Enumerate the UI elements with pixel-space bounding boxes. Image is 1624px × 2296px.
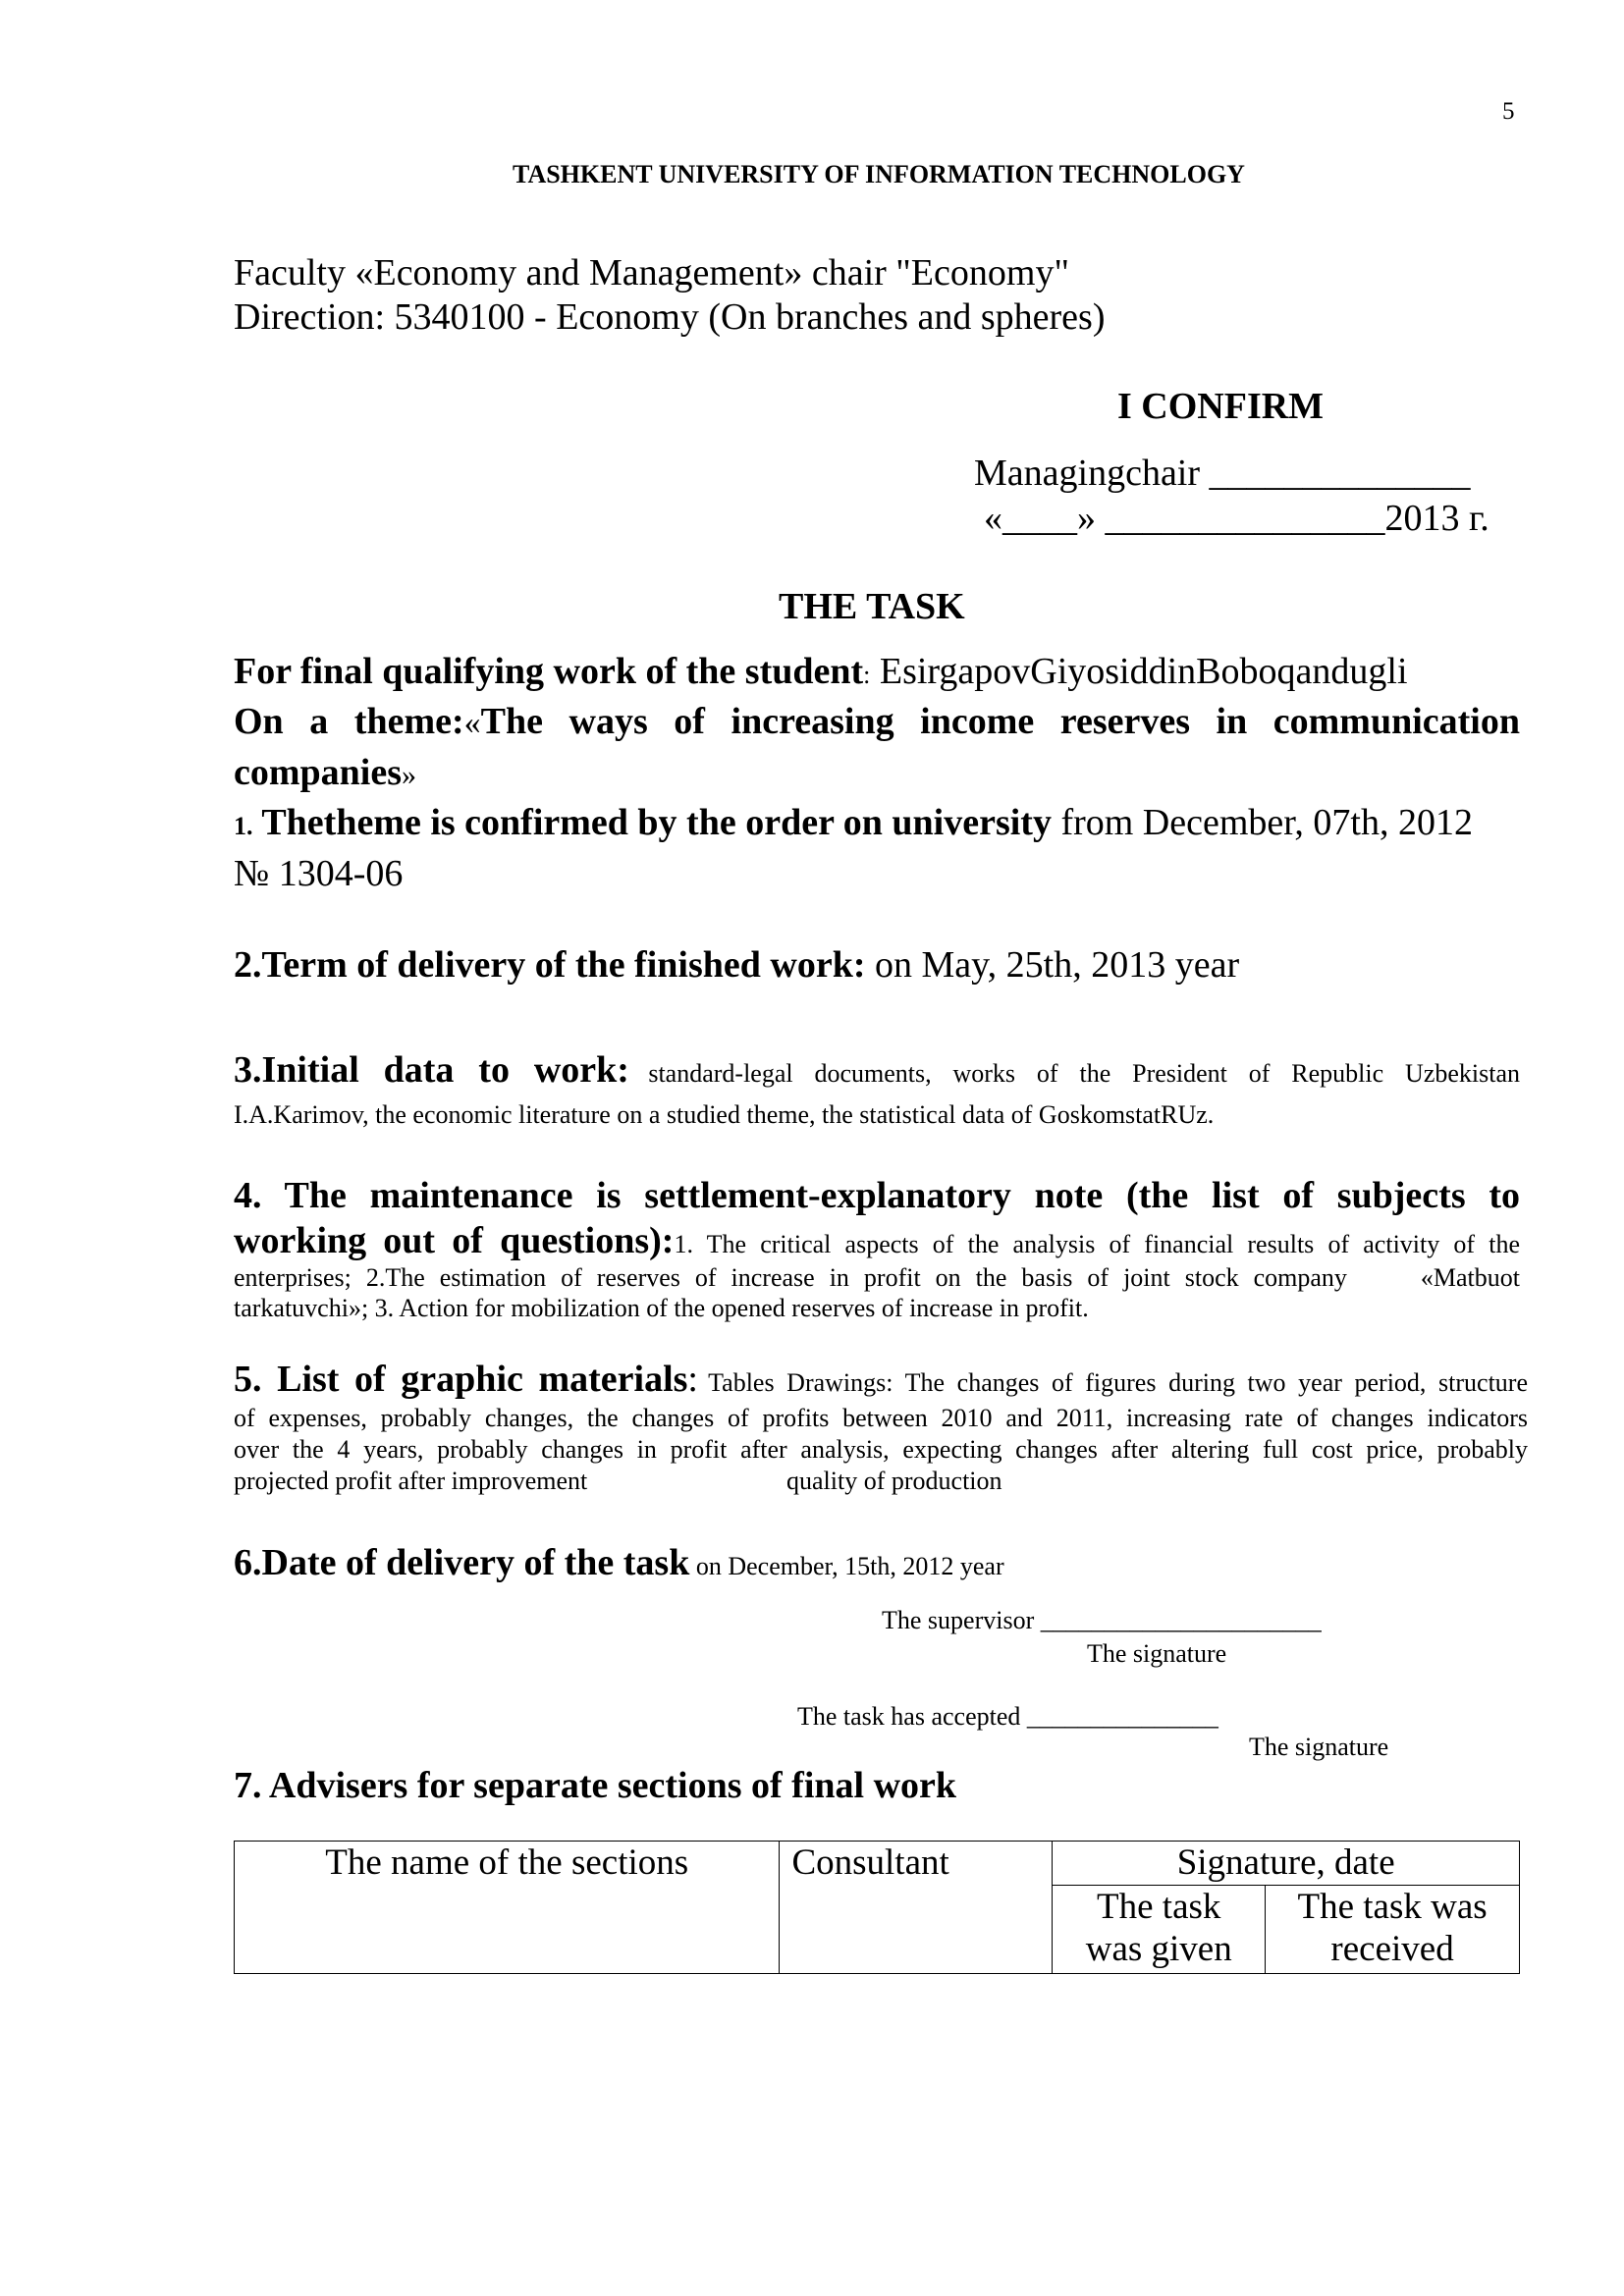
item4-text-1: 1. The critical aspects of the analysis of financial results of activity of the [674, 1230, 1520, 1258]
student-label: For final qualifying work of the student [234, 651, 864, 692]
item5-line-2: of expenses, probably changes, the changes of profits between 2010 and 2011, increasing rate of changes indicators [234, 1404, 1528, 1432]
item4-line-4: tarkatuvchi»; 3. Action for mobilization of the opened reserves of increase in profit. [234, 1294, 1089, 1322]
item3-line-1 [234, 1048, 1520, 1099]
item6-label: 6.Date of delivery of the task [234, 1542, 690, 1583]
theme-line-1 [234, 700, 1520, 743]
item2-line [234, 943, 1239, 987]
university-title: TASHKENT UNIVERSITY OF INFORMATION TECHNOLOGY [513, 160, 1245, 188]
theme-text-1: The ways of increasing income reserves in communication [480, 701, 1520, 742]
theme-line-2 [234, 751, 416, 794]
item7-heading: 7. Advisers for separate sections of final work [234, 1765, 957, 1806]
task-title: THE TASK [779, 586, 965, 627]
theme-label: On a theme: [234, 701, 464, 742]
table-header-row [235, 1842, 1520, 1886]
header-task-received-1: The task was [1297, 1887, 1488, 1927]
header-consultant [780, 1842, 1053, 1974]
header-signature-date [1053, 1842, 1520, 1886]
item5-text-1: Tables Drawings: The changes of figures during two year period, structure [708, 1368, 1528, 1397]
item4-line-3: enterprises; 2.The estimation of reserves of increase in profit on the basis of joint stock company «Matbuot [234, 1263, 1520, 1292]
confirm-date-line: «____» _______________2013 г. [984, 498, 1489, 539]
managing-chair-line: Managingchair ______________ [974, 453, 1471, 494]
theme-close-quote: » [402, 759, 416, 791]
student-name: EsirgapovGiyosiddinBoboqandugli [870, 651, 1408, 692]
accepted-signature-caption: The signature [1249, 1733, 1389, 1761]
header-task-given [1053, 1886, 1266, 1974]
item5-line-4a: projected profit after improvement [234, 1467, 588, 1495]
supervisor-line: The supervisor ______________________ [882, 1606, 1322, 1634]
item1-order-number: № 1304-06 [234, 853, 404, 894]
item5-line-1 [234, 1358, 1528, 1409]
header-sections [235, 1842, 780, 1974]
direction-line: Direction: 5340100 - Economy (On branches and spheres) [234, 296, 1106, 338]
item4-label-line-1: 4. The maintenance is settlement-explanatory note (the list of subjects to [234, 1175, 1520, 1216]
item5-line-3: over the 4 years, probably changes in profit after analysis, expecting changes after altering full cost price, probably [234, 1435, 1528, 1464]
item1-text: from December, 07th, 2012 [1051, 802, 1473, 843]
item1-line [234, 801, 1473, 844]
student-line [234, 650, 1408, 693]
item5-colon: : [687, 1359, 698, 1400]
header-task-received-2: received [1330, 1929, 1454, 1969]
item5-line-4b: quality of production [786, 1467, 1002, 1495]
theme-open-quote: « [463, 705, 481, 741]
page-number: 5 [1502, 98, 1515, 125]
item2-label: 2.Term of delivery of the finished work: [234, 944, 866, 986]
header-task-given-1: The task [1097, 1887, 1221, 1927]
item3-label: 3.Initial data to work: [234, 1049, 629, 1091]
faculty-line: Faculty «Economy and Management» chair "Economy" [234, 252, 1069, 294]
theme-text-2: companies [234, 752, 402, 793]
student-colon: : [863, 661, 871, 689]
item2-text: on May, 25th, 2013 year [865, 944, 1240, 986]
header-sections-label: The name of the sections [325, 1842, 689, 1883]
header-task-given-2: was given [1085, 1929, 1232, 1969]
task-accepted-line: The task has accepted _______________ [797, 1702, 1218, 1731]
confirm-heading: I CONFIRM [1117, 386, 1325, 427]
item3-text-1: standard-legal documents, works of the President of Republic Uzbekistan [648, 1059, 1521, 1088]
advisers-table [234, 1841, 1520, 1974]
item6-line [234, 1541, 1004, 1584]
item1-label: Thetheme is confirmed by the order on university [252, 802, 1052, 843]
header-signature-date-label: Signature, date [1176, 1842, 1395, 1883]
header-consultant-label: Consultant [791, 1842, 949, 1883]
item5-label: 5. List of graphic materials [234, 1359, 688, 1400]
supervisor-signature-caption: The signature [1087, 1639, 1227, 1668]
header-task-received [1266, 1886, 1520, 1974]
item3-line-2: I.A.Karimov, the economic literature on a studied theme, the statistical data of GoskomstatRUz. [234, 1100, 1215, 1129]
item4-label-2: working out of questions): [234, 1220, 675, 1261]
item6-text: on December, 15th, 2012 year [689, 1552, 1004, 1580]
item1-number: 1. [234, 812, 253, 840]
